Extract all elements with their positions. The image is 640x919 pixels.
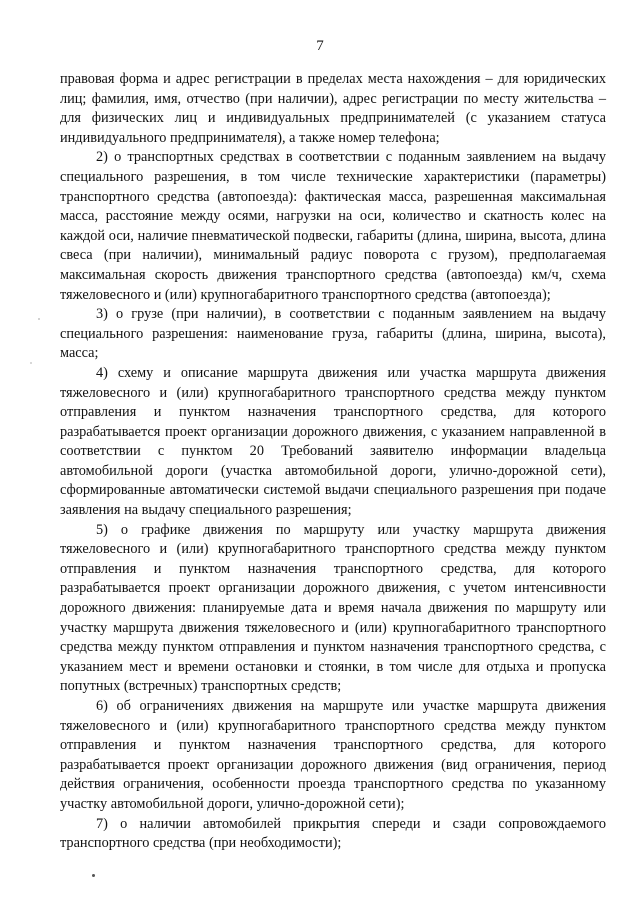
paragraph-item-2: 2) о транспортных средствах в соответствии с поданным заявлением на выдачу специального разрешения, в том числе технические характеристики (параметры) транспортного средства (автопоезда): фактическая масса, разрешенная максимальная масса, расстояние между осями, нагрузки на оси, количество и скатность колес на каждой оси, наличие пневматической подвески, габариты (длина, ширина, высота, длина свеса (при наличии), минимальный радиус поворота с грузом), предполагаемая максимальная скорость движения транспортного средства (автопоезда) км/ч, схема тяжеловесного и (или) крупногабаритного транспортного средства (автопоезда); xyxy=(60,149,606,303)
scan-speck xyxy=(38,318,40,320)
page-number: 7 xyxy=(316,38,324,54)
paragraph-continuation: правовая форма и адрес регистрации в пределах места нахождения – для юридических лиц; фамилия, имя, отчество (при наличии), адрес регистрации по месту жительства – для физических лиц и индивидуальных предпринимателей (с указанием статуса индивидуального предпринимателя), а также номер телефона; xyxy=(60,71,606,146)
paragraph-item-7: 7) о наличии автомобилей прикрытия спереди и сзади сопровождаемого транспортного средства (при необходимости); xyxy=(60,815,606,852)
scan-speck xyxy=(92,874,95,877)
paragraph-item-3: 3) о грузе (при наличии), в соответствии с поданным заявлением на выдачу специального разрешения: наименование груза, габариты (длина, ширина, высота), масса; xyxy=(60,306,606,362)
paragraph-item-4: 4) схему и описание маршрута движения или участка маршрута движения тяжеловесного и (или) крупногабаритного транспортного средства между пунктом отправления и пунктом назначения транспортного средства, для которого разрабатывается проект организации дорожного движения, с указанием направленной в соответствии с пунктом 20 Требований заявителю информации владельца автомобильной дороги (участка автомобильной дороги, улично-дорожной сети), сформированные автоматически системой выдачи специального разрешения при подаче заявления на выдачу специального разрешения; xyxy=(60,364,606,519)
paragraph-item-6: 6) об ограничениях движения на маршруте или участке маршрута движения тяжеловесного и (или) крупногабаритного транспортного средства между пунктом отправления и пунктом назначения транспортного средства, для которого разрабатывается проект организации дорожного движения (вид ограничения, период действия ограничения, особенности проезда транспортного средства по указанному участку автомобильной дороги, улично-дорожной сети); xyxy=(60,698,606,812)
document-body xyxy=(60,70,606,854)
scan-speck xyxy=(30,362,32,364)
paragraph-item-5: 5) о графике движения по маршруту или участку маршрута движения тяжеловесного и (или) крупногабаритного транспортного средства между пунктом отправления и пунктом назначения транспортного средства, для которого разрабатывается проект организации дорожного движения, с учетом интенсивности дорожного движения: планируемые дата и время начала движения по маршруту или участку маршрута движения тяжеловесного и (или) крупногабаритного транспортного средства между пунктом отправления и пунктом назначения транспортного средства, с указанием мест и времени остановки и стоянки, в том числе для отдыха и пропуска попутных (встречных) транспортных средств; xyxy=(60,521,606,695)
